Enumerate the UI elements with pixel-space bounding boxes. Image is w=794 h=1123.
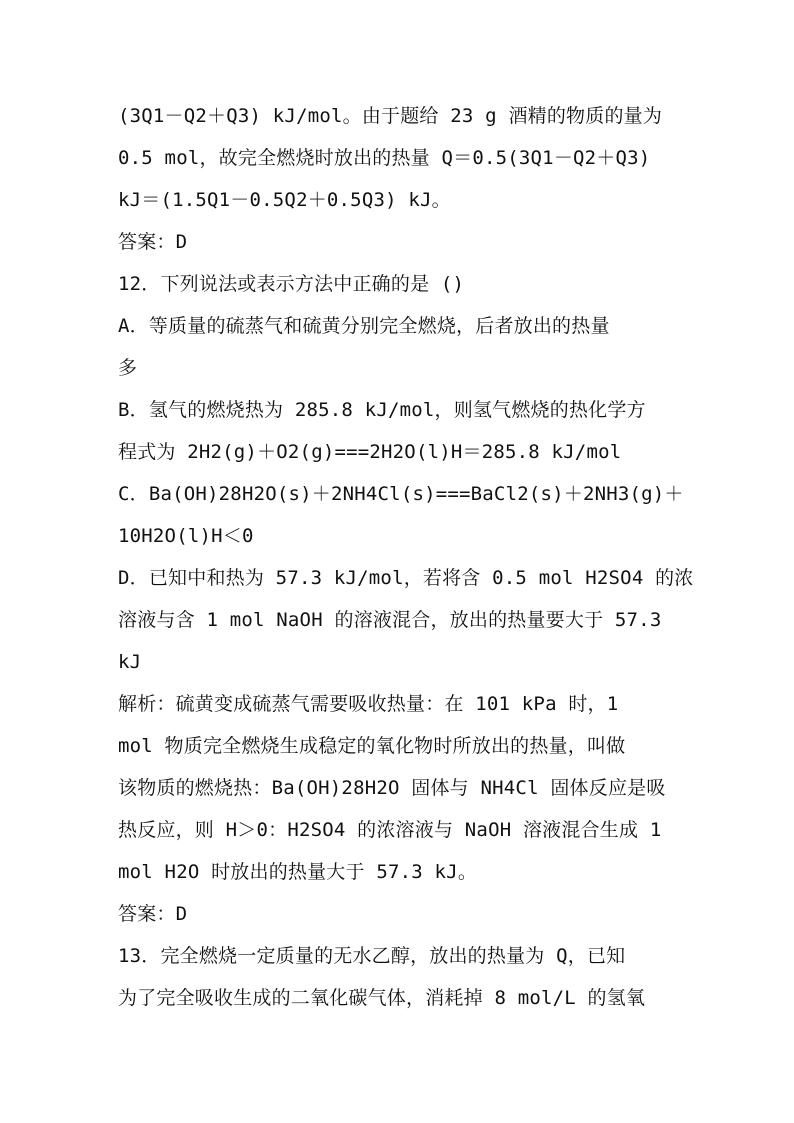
text-line-3: kJ＝(1.5Q1－0.5Q2＋0.5Q3) kJ。 — [118, 189, 451, 211]
question-13-line-2: 为了完全吸收生成的二氧化碳气体，消耗掉 8 mol/L 的氢氧 — [118, 987, 646, 1009]
option-d-line-2: 溶液与含 1 mol NaOH 的溶液混合，放出的热量要大于 57.3 — [118, 609, 662, 631]
analysis-line-4: 热反应，则 H＞0：H2SO4 的浓溶液与 NaOH 溶液混合生成 1 — [118, 819, 662, 841]
option-b-line-1: B．氢气的燃烧热为 285.8 kJ/mol，则氢气燃烧的热化学方 — [118, 399, 646, 421]
option-c-line-2: 10H2O(l)H＜0 — [118, 525, 254, 547]
option-d-line-3: kJ — [118, 651, 142, 673]
question-12-title: 12．下列说法或表示方法中正确的是 () — [118, 273, 465, 295]
question-13-line-1: 13．完全燃烧一定质量的无水乙醇，放出的热量为 Q，已知 — [118, 945, 626, 967]
text-line-1: (3Q1－Q2＋Q3) kJ/mol。由于题给 23 g 酒精的物质的量为 — [118, 105, 663, 127]
option-a-line-2: 多 — [118, 357, 138, 379]
analysis-line-3: 该物质的燃烧热：Ba(OH)28H2O 固体与 NH4Cl 固体反应是吸 — [118, 777, 666, 799]
text-line-2: 0.5 mol，故完全燃烧时放出的热量 Q＝0.5(3Q1－Q2＋Q3) — [118, 147, 651, 169]
analysis-line-2: mol 物质完全燃烧生成稳定的氧化物时所放出的热量，叫做 — [118, 735, 626, 757]
analysis-line-1: 解析：硫黄变成硫蒸气需要吸收热量：在 101 kPa 时，1 — [118, 693, 619, 715]
option-b-line-2: 程式为 2H2(g)＋O2(g)===2H2O(l)H＝285.8 kJ/mol — [118, 441, 622, 463]
option-c-line-1: C．Ba(OH)28H2O(s)＋2NH4Cl(s)===BaCl2(s)＋2NH3(g)＋ — [118, 483, 684, 505]
answer-line-2: 答案：D — [118, 903, 188, 925]
answer-line: 答案：D — [118, 231, 188, 253]
analysis-line-5: mol H2O 时放出的热量大于 57.3 kJ。 — [118, 861, 478, 883]
option-a-line-1: A．等质量的硫蒸气和硫黄分别完全燃烧，后者放出的热量 — [118, 315, 610, 337]
option-d-line-1: D．已知中和热为 57.3 kJ/mol，若将含 0.5 mol H2SO4 的浓 — [118, 567, 694, 589]
